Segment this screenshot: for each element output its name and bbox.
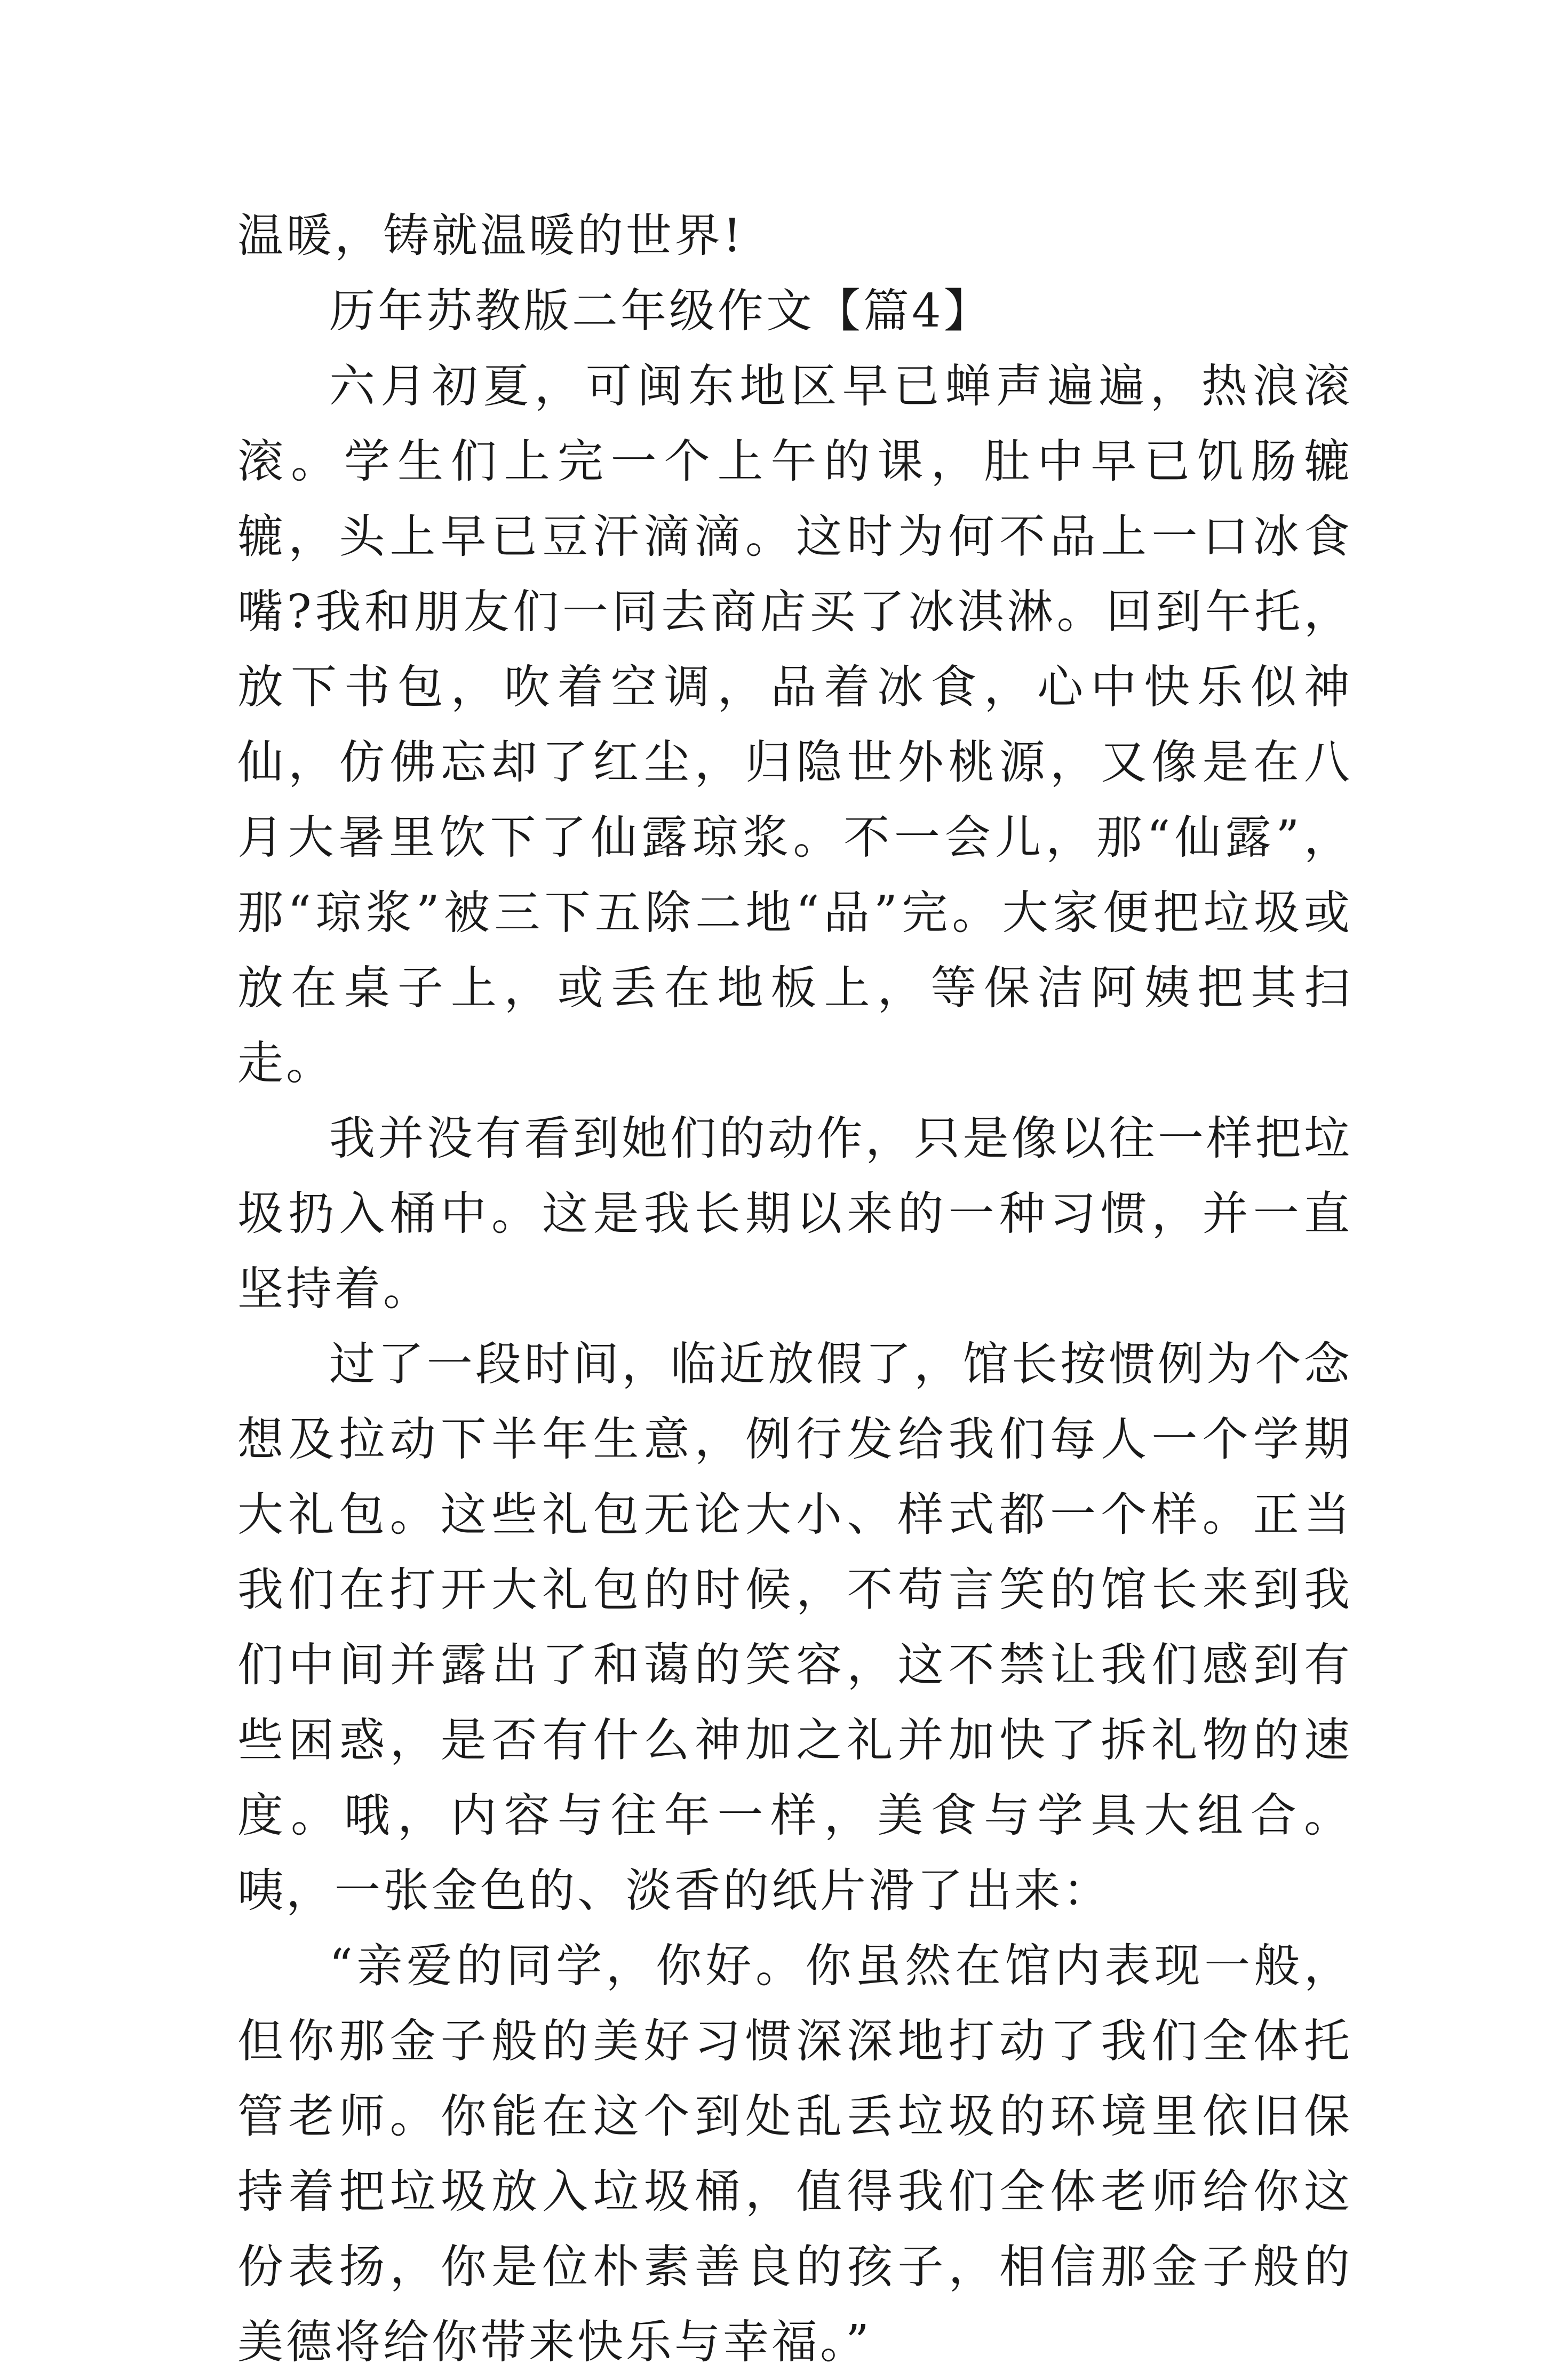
paragraph-1: 六月初夏，可闽东地区早已蝉声遍遍，热浪滚滚。学生们上完一个上午的课，肚中早已饥肠辘辘，头上早已豆汗滴滴。这时为何不品上一口冰食嘴?我和朋友们一同去商店买了冰淇淋。回到午托，放下书包，吹着空调，品着冰食，心中快乐似神仙，仿佛忘却了红尘，归隐世外桃源，又像是在八月大暑里饮下了仙露琼浆。不一会儿，那“仙露”，那“琼浆”被三下五除二地“品”完。大家便把垃圾或放在桌子上，或丢在地板上，等保洁阿姨把其扫走。	[237, 360, 1352, 1090]
paragraph-4: “亲爱的同学，你好。你虽然在馆内表现一般，但你那金子般的美好习惯深深地打动了我们全体托管老师。你能在这个到处乱丢垃圾的环境里依旧保持着把垃圾放入垃圾桶，值得我们全体老师给你这份表扬，你是位朴素善良的孩子，相信那金子般的美德将给你带来快乐与幸福。”	[237, 1939, 1352, 2369]
section-heading: 历年苏教版二年级作文【篇4】	[329, 284, 992, 338]
continued-line: 温暖，铸就温暖的世界!	[237, 209, 744, 262]
document-body	[237, 198, 1352, 2380]
paragraph-3: 过了一段时间，临近放假了，馆长按惯例为个念想及拉动下半年生意，例行发给我们每人一个学期大礼包。这些礼包无论大小、样式都一个样。正当我们在打开大礼包的时候，不苟言笑的馆长来到我们中间并露出了和蔼的笑容，这不禁让我们感到有些困惑，是否有什么神加之礼并加快了拆礼物的速度。哦，内容与往年一样，美食与学具大组合。咦，一张金色的、淡香的纸片滑了出来：	[237, 1338, 1352, 1917]
paragraph-2: 我并没有看到她们的动作，只是像以往一样把垃圾扔入桶中。这是我长期以来的一种习惯，并一直坚持着。	[237, 1112, 1352, 1316]
